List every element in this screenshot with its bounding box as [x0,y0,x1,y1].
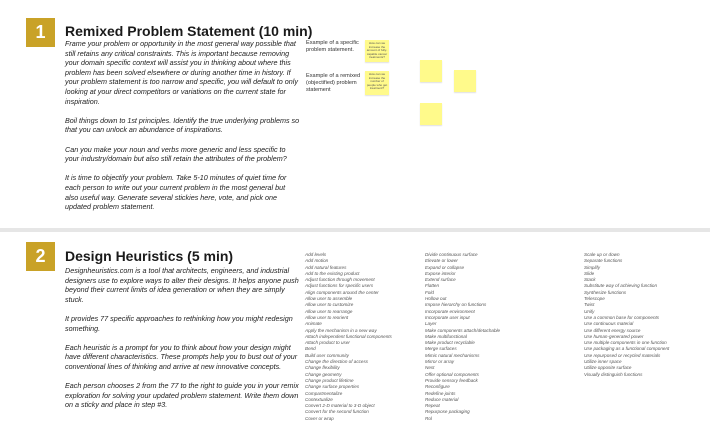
heuristic-item: Change flexibility [305,365,340,371]
step-number-badge: 1 [26,18,55,47]
instruction-paragraph: Each heuristic is a prompt for you to think about how your design might have different characteristics. These prompts help you to bust out of your conventional lines of thinking and arrive at new innovative concepts. [65,342,298,371]
heuristic-item: Adjust function through movement [305,277,375,283]
instruction-paragraph: It is time to objectify your problem. Take 5-10 minutes of quiet time for each person to write out your current problem in the most general but also useful way. Generate several stickies here, vote, and pick one updated problem statement. [65,173,287,212]
heuristic-item: Add levels [305,252,327,257]
heuristic-item: Mirror or array [425,359,455,365]
heuristic-item: Allow user to assemble [305,296,353,302]
heuristic-item: Use continuous material [584,321,634,327]
heuristic-item: Use packaging as a functional component [584,346,670,352]
heuristic-item: Build user community [305,352,349,358]
heuristic-item: Cover or wrap [305,415,334,421]
heuristic-item: Rol [425,415,432,421]
heuristic-item: Flatten [425,283,440,289]
heuristic-item: Telescope [584,296,605,302]
step-number-badge: 2 [26,242,55,271]
heuristic-item: Provide sensory feedback [425,377,478,383]
heuristic-item: Make product recyclable [425,340,475,346]
heuristic-item: Extend surface [425,277,456,283]
heuristic-item: Slide [584,270,595,276]
instruction-paragraph: Boil things down to 1st principles. Identify the true underlying problems so that you can unlock an abundance of inspirations. [65,115,300,135]
section-design-heuristics [0,232,710,445]
heuristic-item: Bend [305,346,316,352]
heuristic-item: Twist [584,302,595,308]
heuristic-item: Adjust functions for specific users [305,283,374,289]
heuristic-item: Make multifunctional [425,333,467,339]
heuristic-item: Simplify [584,264,601,270]
example-remixed-label: Example of a remixed (objectified) problem statement [306,73,361,93]
heuristic-item: Reconfigure [425,384,450,390]
heuristic-item: Use different energy source [584,327,641,333]
heuristic-item: Add motion [305,258,329,264]
sticky-note-text: How can we increase the number of people who get treatment? [366,72,388,90]
instruction-paragraph: Each person chooses 2 from the 77 to the right to guide you in your remix exploration for solving your updated problem statement. Write them down on a sticky and place in step #3. [65,381,299,410]
heuristics-list-column-3 [584,252,669,378]
example-specific-label: Example of a specific problem statement. [306,40,359,53]
heuristics-list-column-2 [425,252,500,422]
heuristic-item: Synthesize functions [584,289,627,295]
heuristic-item: Redefine joints [425,390,456,396]
heuristic-item: Unify [584,308,595,314]
blank-sticky-note[interactable] [454,70,476,92]
heuristic-item: Impose hierarchy on functions [425,302,487,308]
heuristic-item: Repeat [425,403,440,409]
heuristic-item: Compartmentalize [305,390,343,396]
section-instructions [65,39,300,221]
heuristic-item: Allow user to reorient [305,314,349,320]
heuristics-list-column-1 [305,252,392,422]
heuristic-item: Reduce material [425,396,459,402]
heuristic-item: Allow user to customize [305,302,354,308]
heuristic-item: Divide continuous surface [425,252,478,257]
heuristic-item: Allow user to rearrange [305,308,353,314]
heuristic-item: Apply the mechanism in a new way [305,327,377,333]
heuristic-item: Align components around the center [305,289,379,295]
heuristic-item: Nest [425,365,435,371]
instruction-paragraph: It provides 77 specific approaches to rethinking how you might redesign something. [65,313,293,333]
heuristic-item: Stack [584,277,596,283]
example-remixed-sticky-note[interactable] [365,71,389,95]
heuristic-item: Fold [425,289,434,295]
blank-sticky-note[interactable] [420,60,442,82]
heuristic-item: Convert for the second function [305,409,369,415]
heuristic-item: Convert 2-D material to 3-D object [305,403,375,409]
heuristic-item: Utilize inner space [584,359,622,365]
heuristic-item: Mimic natural mechanisms [425,352,480,358]
heuristic-item: Incorporate environment [425,308,475,314]
heuristic-item: Hollow out [425,296,447,302]
heuristic-item: Substitute way of achieving function [584,283,658,289]
blank-sticky-note[interactable] [420,103,442,125]
heuristic-item: Change product lifetime [305,377,354,383]
heuristic-item: Offer optional components [425,371,479,377]
instruction-paragraph: Frame your problem or opportunity in the most general way possible that still retains any critical constraints. This is important because removing your domain specific context will assist you in thinking about where this problem has been solved elsewhere or during another time in history. If your problem statement is too narrow and specific, you will default to only looking at your direct competitors or variations on the current state for inspiration. [65,39,298,106]
heuristic-item: Animate [305,321,322,327]
heuristic-item: Repurpose packaging [425,409,470,415]
heuristic-item: Make components attach/detachable [425,327,501,333]
heuristic-item: Attach independent functional components [305,333,392,339]
heuristic-item: Separate functions [584,258,623,264]
heuristic-item: Use multiple components in one function [584,340,667,346]
heuristic-item: Change geometry [305,371,342,377]
heuristic-item: Add natural features [305,264,347,270]
heuristic-item: Layer [425,321,437,327]
heuristic-item: Merge surfaces [425,346,457,352]
heuristic-item: Change surface properties [305,384,360,390]
heuristic-item: Attach product to user [305,340,350,346]
heuristic-item: Visually distinguish functions [584,371,643,377]
heuristic-item: Expose interior [425,270,456,276]
heuristic-item: Elevate or lower [425,258,458,264]
section-title: Design Heuristics (5 min) [65,248,234,264]
heuristic-item: Contextualize [305,396,333,402]
heuristic-item: Use human-generated power [584,333,644,339]
heuristic-item: Utilize opposite surface [584,365,632,371]
sticky-note-text: How can we increase the amount of fully-capable cancer treatments? [366,41,388,59]
heuristic-item: Scale up or down [584,252,620,257]
heuristic-item: Add to the existing product [305,270,360,276]
heuristic-item: Change the direction of access [305,359,369,365]
heuristic-item: Expand or collapse [425,264,465,270]
heuristic-item: Use repurposed or recycled materials [584,352,661,358]
section-instructions [65,266,300,420]
heuristic-item: Use a common base for components [584,314,660,320]
example-specific-sticky-note[interactable] [365,40,389,62]
instruction-paragraph: Can you make your noun and verbs more generic and less specific to your industry/domain but also still retain the attributes of the problem? [65,144,287,164]
section-title: Remixed Problem Statement (10 min) [65,23,313,39]
instruction-paragraph: Designheuristics.com is a tool that architects, engineers, and industrial designers use to explore ways to alter their designs. It helps anyone push beyond their current limits of idea generation or when they are simply stuck. [65,266,299,304]
heuristic-item: Incorporate user input [425,314,470,320]
